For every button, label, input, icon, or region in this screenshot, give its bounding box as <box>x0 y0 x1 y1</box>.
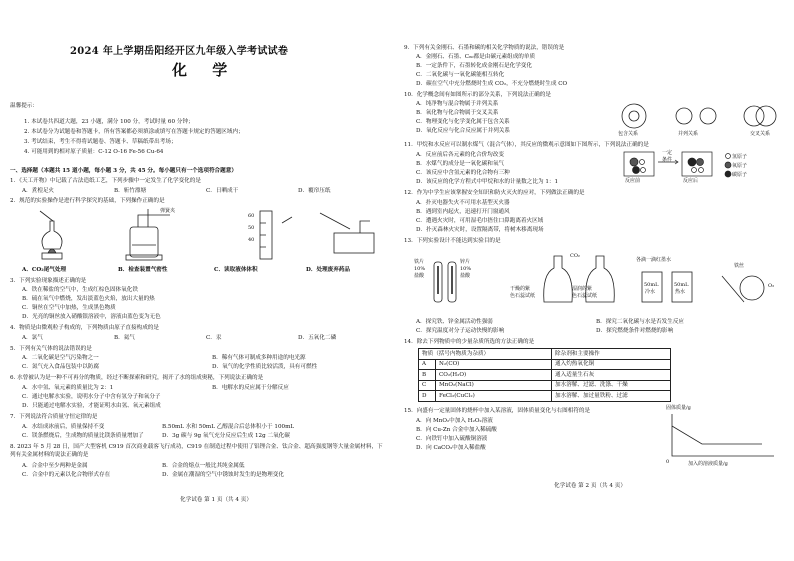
table-cell: D <box>419 391 436 402</box>
q11-label-before: 反应前 <box>625 178 641 184</box>
q14-stem: 14．除去下列物质中的少量杂质所选的方法正确的是 <box>404 339 535 345</box>
table-row <box>419 370 671 381</box>
q4-opt-c: C．汞 <box>206 335 222 341</box>
q14-table <box>418 348 671 402</box>
table-row <box>419 391 671 402</box>
q13-label-hot: 热水 <box>675 289 686 295</box>
table-cell: 通入适量生石灰 <box>552 370 671 381</box>
q13-label-10pct-1: 10% <box>414 266 426 272</box>
parallel-circle-2 <box>700 108 716 124</box>
q10-opt-d: D．氧化反应与化合反应属于并列关系 <box>416 128 510 134</box>
q11-opt-b: B．水煤气的成分是一氧化碳和氧气 <box>416 161 505 167</box>
q7-stem: 7．下列说法符合质量守恒定律的是 <box>10 414 98 420</box>
q2-cap-d: D．处理废弃药品 <box>306 267 351 273</box>
q8-opt-a: A．合金中至少两种是金属 <box>22 463 88 469</box>
contain-inner-circle <box>629 111 639 121</box>
q10-label-cross: 交叉关系 <box>750 131 771 137</box>
q2-fig-label-40: 40 <box>248 237 255 243</box>
q7-opt-b: B.50mL 水和 50mL 乙醇混合后总体积小于 100mL <box>162 424 295 430</box>
q8-options-row1 <box>22 462 244 470</box>
cross-circle-2 <box>756 106 776 126</box>
q13-options-row2 <box>416 327 673 335</box>
table-cell: A <box>419 359 436 370</box>
q11-label-condition-1: 一定 <box>662 150 673 156</box>
q13-options-row1 <box>416 318 684 326</box>
q11-opt-a: A．反应前后各元素的化合价均改变 <box>416 152 504 158</box>
q7-opt-a: A．水结成冰前后，质量保持不变 <box>22 424 105 430</box>
q3-opt-d: D．光亮的铜丝放入硝酸银溶液中，溶液由蓝色变为无色 <box>22 314 161 320</box>
q11-label-h: 氢原子 <box>732 154 748 160</box>
cross-circle-1 <box>744 106 764 126</box>
table-cell: 加水溶解、加过量铁粉、过滤 <box>552 391 671 402</box>
q15-mass-graph <box>662 410 782 466</box>
q11-label-o: 氧原子 <box>732 163 748 169</box>
footer-left: 化学试卷 第 1 页（共 4 页） <box>180 497 252 503</box>
q8-opt-d: D．金属在潮湿的空气中锈蚀时发生的是物理变化 <box>162 472 284 478</box>
q13-opt-d: D．探究燃烧条件对燃烧的影响 <box>596 328 674 334</box>
table-cell: MnO₂(NaCl) <box>436 380 552 391</box>
q6-options-row1 <box>22 384 289 392</box>
gas-bottle-apparatus <box>126 209 170 260</box>
q11-opt-d: D．该反应的化学方程式中甲烷和水的计量数之比为 1：1 <box>416 179 559 185</box>
alcohol-lamp-apparatus <box>40 211 62 259</box>
q13-label-wet-1: 湿润的紫 <box>572 286 593 292</box>
q15-label-x-axis: 加入的溶液质量/g <box>688 461 728 467</box>
q9-opt-b: B．一定条件下，石墨转化成金刚石是化学变化 <box>416 63 532 69</box>
q1-opt-c: C．日晒成干 <box>206 188 239 194</box>
co2-bottle-1 <box>544 256 573 302</box>
q8-options-row2 <box>22 471 284 479</box>
q1-stem: 1．《天工开物》中记载了古法造纸工艺，下列步骤中一定发生了化学变化的是 <box>10 178 201 184</box>
q8-opt-c: C．合金中的元素以化合物形式存在 <box>22 472 111 478</box>
q7-opt-d: D．3g 碳与 9g 氧气充分反应后生成 12g 二氧化碳 <box>162 433 290 439</box>
section-heading: 一、选择题（本题共 15 道小题，每小题 3 分，共 45 分。每小题只有一个选项符合题意） <box>10 168 237 174</box>
q9-opt-d: D．碳在空气中充分燃烧时生成 CO₂，不充分燃烧时生成 CO <box>416 81 568 87</box>
q15-opt-c: C．向铁钉中加入硫酸铜溶液 <box>416 436 488 442</box>
q4-options <box>22 334 378 342</box>
q13-opt-c: C．探究温度对分子运动快慢的影响 <box>416 328 505 334</box>
q13-label-wet-2: 色石蕊试纸 <box>572 293 598 299</box>
q13-label-50ml-1: 50mL <box>644 282 659 288</box>
q2-captions <box>22 266 386 274</box>
q13-label-dry-1: 干燥的紫 <box>510 286 531 292</box>
q15-opt-d: D．向 CaCO₃中加入稀盐酸 <box>416 445 486 451</box>
table-cell: FeCl₂(CuCl₂) <box>436 391 552 402</box>
q3-opt-a: A．铁在稀盐的空气中，生成红棕色固体氧化铁 <box>22 287 138 293</box>
q11-stem: 11．甲烷和水反应可以制水煤气（混合气体），其反应的微观示意图如下图所示，下列说法正确的是 <box>404 142 649 148</box>
q13-label-red-ink: 各滴一滴红墨水 <box>636 257 672 263</box>
table-row <box>419 359 671 370</box>
q5-options-row2 <box>22 363 317 371</box>
q15-opt-b: B．向 Cu-Zn 合金中加入稀硫酸 <box>416 427 497 433</box>
q13-label-acid-2: 盐酸 <box>460 273 471 279</box>
q7-opt-c: C．镁条燃烧后，生成物的质量比镁条质量增加了 <box>22 433 144 439</box>
left-column <box>10 0 395 561</box>
q1-opt-a: A．煮楻足火 <box>22 188 55 194</box>
tips-heading: 温馨提示： <box>10 103 38 109</box>
q6-opt-a: A．水中氢、氧元素的质量比为 2：1 <box>22 385 114 391</box>
table-cell: 通入灼热氧化铜 <box>552 359 671 370</box>
q6-opt-d: D．只能通过电解水实验，才能证明水由氢、氧元素组成 <box>22 403 161 409</box>
q13-label-zinc: 锌片 <box>460 259 471 265</box>
table-cell: N₂(CO) <box>436 359 552 370</box>
q11-molecule-diagram <box>622 150 782 184</box>
q6-opt-c: C．通过电解水实验，说明水分子中含有氢分子和氧分子 <box>22 394 161 400</box>
graduated-cylinder <box>260 211 292 259</box>
q7-options-row2 <box>22 432 290 440</box>
q5-opt-a: A．二氧化碳是空气污染物之一 <box>22 355 99 361</box>
q2-cap-b: B．检查装置气密性 <box>118 267 168 273</box>
oxygen-flask <box>740 276 764 300</box>
q2-fig-label-clamp: 弹簧夹 <box>160 208 176 214</box>
table-cell: C <box>419 380 436 391</box>
q13-label-cold: 冷水 <box>645 289 656 295</box>
q12-opt-c: C．遭遇火灾时，可用湿毛巾捂住口鼻跑离着火区域 <box>416 218 544 224</box>
subject-title: 化 学 <box>172 61 238 79</box>
q1-options <box>22 187 378 195</box>
q5-opt-b: B．稀有气体可制成多种用途的电光源 <box>212 355 306 361</box>
table-row <box>419 380 671 391</box>
q10-opt-b: B．氧化物与化合物属于交叉关系 <box>416 110 499 116</box>
q12-opt-a: A．扑灭电器失火不可用水基型灭火器 <box>416 200 510 206</box>
q8-stem: 8. 2023 年 5 月 28 日，国产大型客机 C919 首次商业载客飞行成功，C919 在制造过程中使用了铝锂合金、钛合金、超高强度钢等大量金属材料，下列有关金属材料的说法正确的是 <box>10 444 383 459</box>
q11-opt-c: C．该反应中含氢元素的化合物有三种 <box>416 170 510 176</box>
contain-outer-circle <box>622 104 646 128</box>
q13-label-iron-wire: 铁丝 <box>734 263 745 269</box>
q13-opt-a: A．探究铁、锌金属活动性强弱 <box>416 319 493 325</box>
q6-stem: 6. 水曾被认为是一种不可再分的物质，经过不断探索和研究，揭开了水的组成奥秘，下列说法正确的是 <box>10 375 264 381</box>
parallel-circle-1 <box>676 108 692 124</box>
table-header-cell: 除杂剂和主要操作 <box>552 349 671 360</box>
table-cell: 加水溶解、过滤、洗涤、干燥 <box>552 380 671 391</box>
q13-opt-b: B．探究二氧化碳与水是否发生反应 <box>596 319 685 325</box>
q4-opt-b: B．氦气 <box>114 335 135 341</box>
q3-opt-b: B．硫在氧气中燃烧，发出淡蓝色火焰，放出大量的热 <box>22 296 155 302</box>
q15-label-y-axis: 固体质量/g <box>666 405 691 411</box>
q4-opt-a: A．氯气 <box>22 335 43 341</box>
q9-stem: 9．下列有关金刚石、石墨和碳的相关化学物质的说法，错误的是 <box>404 45 565 51</box>
q12-opt-d: D．扑灭森林火灾时，设置隔离带，将树木移离现场 <box>416 227 544 233</box>
q4-opt-d: D．五氧化二磷 <box>298 335 337 341</box>
q1-opt-b: B．斩竹漂塘 <box>114 188 147 194</box>
q10-label-contain: 包含关系 <box>618 131 639 137</box>
q13-label-iron: 铁片 <box>414 259 425 265</box>
q15-label-origin: 0 <box>666 459 670 465</box>
q12-stem: 12．作为中学生应该掌握安全知识和防火灭火的应对，下列做法正确的是 <box>404 190 585 196</box>
q3-opt-c: C．铜丝在空气中加热，生成黑色物质 <box>22 305 116 311</box>
q5-options-row1 <box>22 354 306 362</box>
q8-opt-b: B．合金的熔点一般比其纯金属低 <box>162 463 245 469</box>
graph-curve <box>672 426 762 444</box>
q11-label-after: 反应后 <box>683 178 699 184</box>
q1-opt-d: D．覆帘压纸 <box>298 188 331 194</box>
q15-stem: 15．向盛有一定量固体的烧杯中加入某溶液，固体质量变化与右图相符的是 <box>404 408 591 414</box>
waste-disposal-apparatus <box>320 213 374 253</box>
q13-label-10pct-2: 10% <box>460 266 472 272</box>
q7-options-row1 <box>22 423 294 431</box>
q13-experiment-figure <box>404 246 789 316</box>
q6-opt-b: B．电解水的反应属于分解反应 <box>212 385 289 391</box>
q10-stem: 10．化学概念间有如图所示的部分关系，下列说法正确的是 <box>404 92 551 98</box>
tip-3: 3. 考试结束，考生不得将试题卷、答题卡、草稿纸带出考场； <box>24 139 177 145</box>
q13-label-o2: O₂ <box>768 283 775 289</box>
tip-2: 2. 本试卷分为试题卷和答题卡，所有答案都必须填涂或填写在答题卡规定的答题区域内； <box>24 129 244 135</box>
table-cell: B <box>419 370 436 381</box>
table-header-row <box>419 349 671 360</box>
q15-opt-a: A．向 MnO₂中加入 H₂O₂溶液 <box>416 418 493 424</box>
q9-opt-c: C．二氧化碳与一氧化碳能相互转化 <box>416 72 505 78</box>
q13-label-acid-1: 盐酸 <box>414 273 425 279</box>
q3-stem: 3．下列实验现象描述正确的是 <box>10 278 87 284</box>
q11-label-c: 碳原子 <box>732 172 748 178</box>
q2-cap-a: A．CO₂尾气处理 <box>22 267 67 273</box>
tip-1: 1. 本试卷共四道大题，23 小题，满分 100 分，考试时量 60 分钟； <box>24 119 194 125</box>
q2-apparatus-figure <box>20 207 390 265</box>
q10-label-parallel: 并列关系 <box>678 131 699 137</box>
right-column <box>404 0 789 561</box>
table-cell: CO₂(H₂O) <box>436 370 552 381</box>
q13-stem: 13．下列实验设计不能达到实验目的是 <box>404 238 501 244</box>
q10-opt-c: C．物理变化与化学变化属于包含关系 <box>416 119 510 125</box>
exam-title: 2024 年上学期岳阳经开区九年级入学考试试卷 <box>70 46 289 57</box>
q5-opt-c: C．氮气充入食品包装中以防腐 <box>22 364 99 370</box>
footer-right: 化学试卷 第 2 页（共 4 页） <box>554 483 626 489</box>
q9-opt-a: A．金刚石、石墨、C₆₀都是由碳元素组成的单质 <box>416 54 536 60</box>
q5-opt-d: D．氧气的化学性质比较活泼，具有可燃性 <box>212 364 318 370</box>
q11-label-condition-2: 条件 <box>662 157 673 163</box>
q2-fig-label-50: 50 <box>248 225 255 231</box>
q2-fig-label-60: 60 <box>248 213 255 219</box>
tip-4: 4. 可能用到的相对原子质量：C-12 O-16 Fe-56 Cu-64 <box>24 149 164 155</box>
q4-stem: 4．物质是由微观粒子构成的，下列物质由原子直接构成的是 <box>10 325 159 331</box>
table-header-cell: 物质（括号内物质为杂质） <box>419 349 552 360</box>
q13-label-50ml-2: 50mL <box>674 282 689 288</box>
q5-stem: 5．下列有关气体的说法错误的是 <box>10 346 92 352</box>
q13-label-co2: CO₂ <box>570 253 580 259</box>
q2-cap-c: C．读取液体体积 <box>214 267 258 273</box>
iron-wire <box>722 276 744 302</box>
q12-opt-b: B．遇到室内起火，迅速打开门窗通风 <box>416 209 510 215</box>
q10-opt-a: A．纯净物与混合物属于并列关系 <box>416 101 499 107</box>
q2-stem: 2．规范的实验操作是进行科学探究的基础，下列操作正确的是 <box>10 198 165 204</box>
q13-label-dry-2: 色石蕊试纸 <box>510 293 536 299</box>
